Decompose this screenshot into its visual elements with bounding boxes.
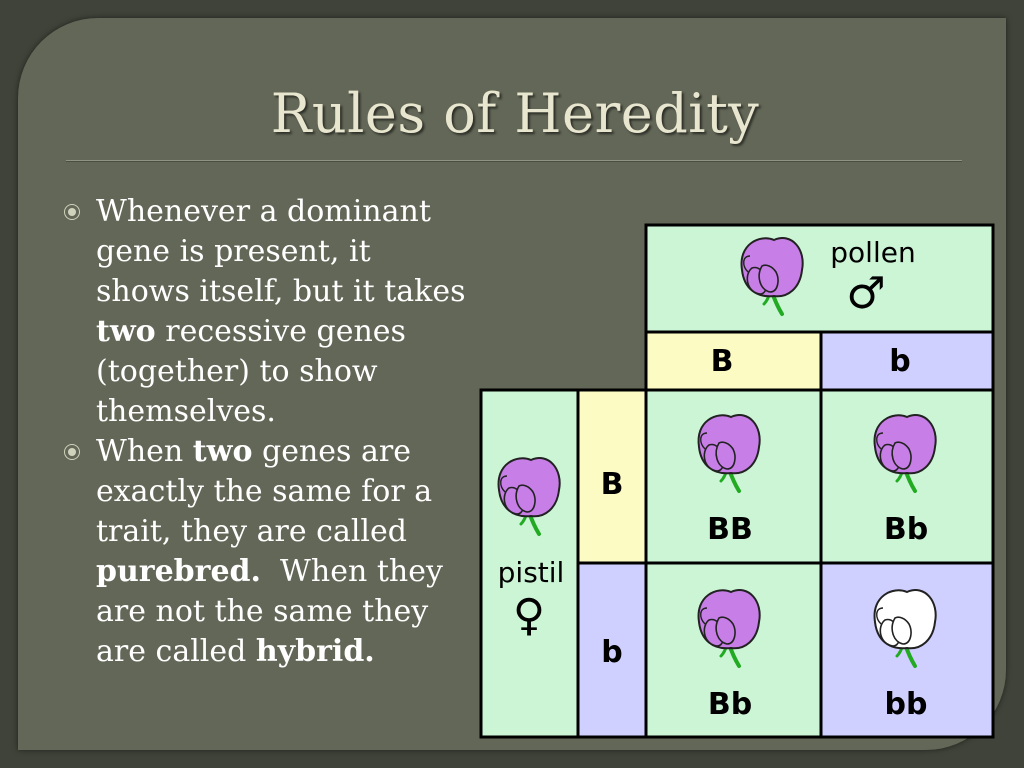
- text-span: are called: [96, 634, 256, 669]
- bold-term: two: [96, 314, 156, 349]
- text-span: Whenever a dominant: [96, 194, 431, 229]
- genotype-label-2: Bb: [883, 512, 929, 547]
- pollen-label: pollen: [830, 236, 916, 269]
- slide-title: Rules of Heredity: [270, 82, 760, 145]
- pistil-allele-1: B: [600, 467, 624, 502]
- text-span: (together) to show: [96, 354, 378, 389]
- bold-term: purebred.: [96, 554, 261, 589]
- genotype-label-1: BB: [707, 512, 753, 547]
- text-span: gene is present, it: [96, 234, 371, 269]
- text-span: are not the same they: [96, 594, 429, 629]
- pollen-allele-2: b: [889, 344, 911, 379]
- bold-term: hybrid.: [255, 634, 375, 669]
- pistil-allele-2: b: [601, 635, 623, 670]
- text-span: recessive genes: [155, 314, 406, 349]
- text-span: shows itself, but it takes: [96, 274, 466, 309]
- pistil-label: pistil: [497, 556, 565, 589]
- text-span: exactly the same for a: [96, 474, 433, 509]
- genotype-label-4: bb: [884, 687, 928, 722]
- text-span: themselves.: [96, 394, 276, 429]
- bold-term: two: [192, 434, 253, 469]
- text-span: When: [96, 434, 193, 469]
- genotype-label-3: Bb: [707, 687, 753, 722]
- male-symbol-icon: ♂: [846, 268, 886, 319]
- pollen-allele-cell-1: [646, 332, 821, 390]
- text-span: trait, they are called: [96, 514, 407, 549]
- pollen-header-cell: [646, 225, 993, 332]
- text-span: When they: [260, 554, 443, 589]
- text-span: genes are: [252, 434, 411, 469]
- pollen-allele-1: B: [710, 344, 734, 379]
- female-symbol-icon: ♀: [512, 590, 546, 641]
